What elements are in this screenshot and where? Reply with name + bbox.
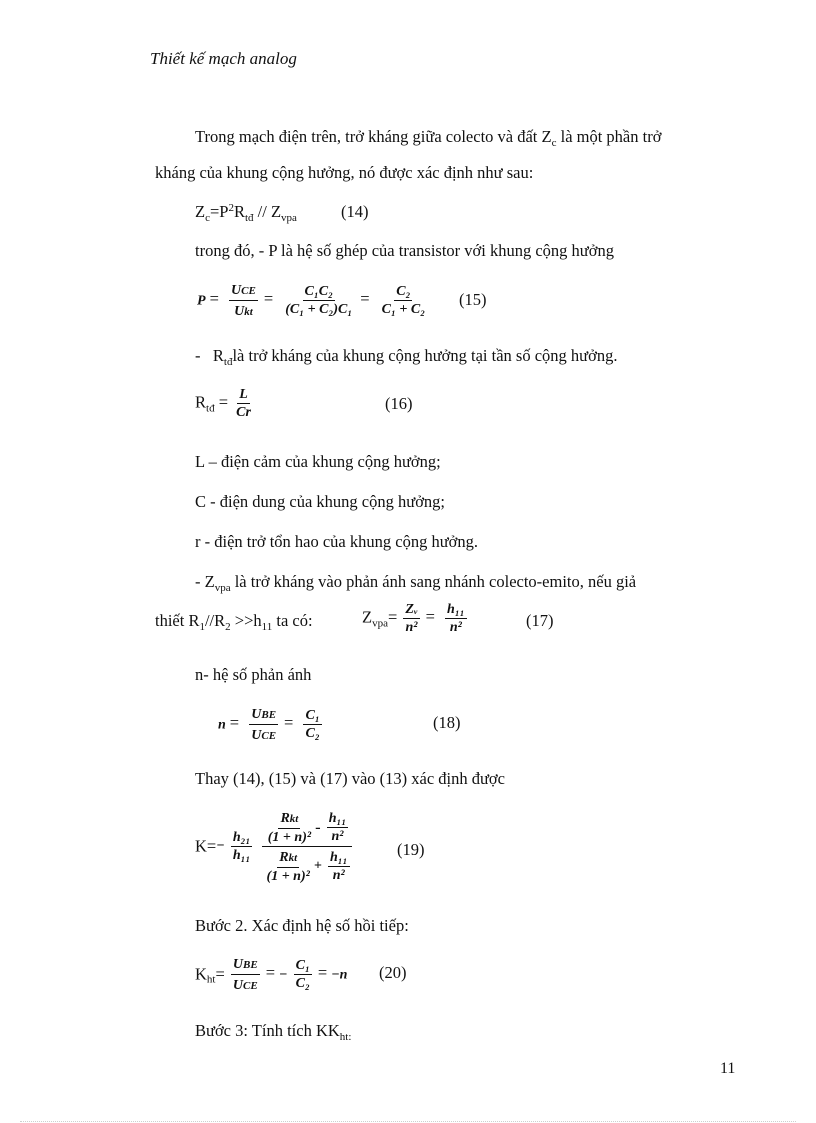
text-span: //R: [204, 611, 226, 630]
fraction-denominator: h₁₁: [232, 848, 251, 863]
subscript: ht: [206, 973, 216, 986]
fraction-numerator: h₁₁: [328, 810, 347, 826]
equals-sign: =: [263, 289, 274, 309]
fraction-numerator: C₂: [396, 284, 411, 299]
subscript: ht:: [339, 1031, 352, 1043]
symbol-n: n: [218, 717, 226, 733]
subscript: kt: [288, 852, 298, 864]
equation-19: [195, 808, 356, 885]
page-header-title: Thiết kế mạch analog: [150, 49, 297, 68]
text-span: ta có:: [272, 611, 313, 630]
equation-15: [197, 280, 429, 321]
equation-20-number: (20): [379, 963, 407, 982]
equation-18-number: (18): [433, 713, 461, 732]
symbol-r: R: [280, 811, 290, 826]
fraction-big: [261, 808, 354, 885]
text-span: // Z: [253, 202, 282, 221]
equals-sign: =: [425, 607, 435, 627]
equation-17: [362, 601, 469, 636]
paragraph-zvpa-line-1: [195, 572, 636, 592]
definition-c: C - điện dung của khung cộng hưởng;: [195, 492, 446, 511]
text-span: Trong mạch điện trên, trở kháng giữa colecto và đất Z: [195, 127, 552, 146]
symbol-u: U: [251, 707, 262, 722]
fraction-h11-over-n2: [328, 849, 350, 884]
fraction-c1-over-c2: [294, 957, 312, 992]
fraction-denominator: C₂: [295, 976, 310, 991]
text-span: R: [233, 202, 245, 221]
fraction-numerator: [249, 704, 278, 725]
text-span: -: [195, 346, 201, 365]
subscript: CE: [243, 980, 258, 992]
paragraph-buoc-2: Bước 2. Xác định hệ số hồi tiếp:: [195, 916, 409, 935]
text-span: R: [212, 346, 224, 365]
fraction-denominator: Cr: [236, 405, 251, 420]
symbol-u: U: [251, 728, 262, 743]
subscript: c: [551, 137, 557, 149]
fraction-numerator: [229, 280, 258, 301]
big-fraction-numerator: [262, 808, 352, 847]
subscript: vpa: [372, 617, 388, 630]
fraction-denominator: [231, 975, 260, 995]
definition-n: n- hệ số phản ánh: [195, 665, 312, 684]
equals-sign: =: [284, 713, 294, 733]
superscript: 2: [228, 202, 234, 214]
equals-sign: =: [214, 392, 229, 412]
fraction-numerator: Zᵥ: [405, 602, 418, 617]
minus-sign: −: [279, 967, 288, 983]
fraction-denominator: C₂: [305, 726, 320, 741]
fraction-c1c2: [283, 283, 354, 318]
equation-16-number: (16): [385, 394, 413, 413]
subscript: tđ: [206, 402, 215, 415]
text-span: là một phần trở: [556, 127, 662, 146]
text-span: - Z: [195, 572, 215, 591]
fraction-numerator: C₁: [305, 708, 320, 723]
paragraph-rtd: [195, 346, 617, 366]
equals-sign: =: [229, 713, 240, 733]
subscript: BE: [243, 959, 258, 971]
fraction-rkt-over-1pn2: [266, 808, 313, 846]
definition-l: L – điện cảm của khung cộng hưởng;: [195, 452, 441, 471]
paragraph-thay: Thay (14), (15) và (17) vào (13) xác định được: [195, 769, 505, 788]
equation-15-number: (15): [459, 290, 487, 309]
fraction-denominator: (C₁ + C₂)C₁: [285, 302, 353, 317]
fraction-denominator: n²: [332, 867, 345, 883]
fraction-ube-over-uce: [231, 954, 260, 995]
equation-16: [195, 386, 255, 421]
text-span: là trở kháng của khung cộng hưởng tại tần số cộng hưởng.: [232, 346, 618, 365]
subscript: CE: [261, 730, 277, 742]
paragraph-buoc-3: [195, 1021, 351, 1041]
equals-sign: =: [387, 607, 398, 627]
text-span: =P: [209, 202, 229, 221]
minus-sign: -: [315, 817, 321, 837]
fraction-denominator: (1 + n)²: [267, 830, 312, 845]
equals-sign: =: [265, 963, 276, 983]
subscript: BE: [261, 709, 277, 721]
fraction-h11-over-n2: [445, 601, 467, 636]
fraction-h21-over-h11: [231, 829, 253, 864]
fraction-u-ratio: [229, 280, 258, 321]
subscript: vpa: [281, 212, 297, 224]
paragraph-trong-do: trong đó, - P là hệ số ghép của transistor với khung cộng hưởng: [195, 241, 614, 260]
equals-sign: =: [215, 964, 225, 984]
fraction-l-over-cr: [234, 386, 253, 421]
fraction-numerator: [231, 954, 260, 975]
definition-r: r - điện trở tổn hao của khung cộng hưởng.: [195, 532, 478, 551]
subscript: tđ: [223, 356, 233, 368]
text-span: Z: [362, 607, 373, 627]
symbol-u: U: [231, 283, 242, 298]
subscript: vpa: [214, 582, 231, 594]
fraction-zv-over-n2: [403, 601, 419, 636]
fraction-denominator: C₁ + C₂: [381, 302, 426, 317]
equals-sign: =: [209, 289, 219, 309]
equation-14: [195, 202, 297, 222]
equation-19-number: (19): [397, 840, 425, 859]
fraction-numerator: h₁₁: [329, 849, 348, 865]
symbol-u: U: [234, 304, 245, 319]
fraction-numerator: [278, 808, 300, 829]
fraction-denominator: (1 + n)²: [266, 869, 310, 884]
paragraph-intro-line-1: [195, 127, 661, 147]
subscript: 11: [261, 621, 273, 633]
paragraph-zvpa-line-2: [155, 611, 313, 631]
fraction-c1-over-c2: [303, 707, 321, 742]
symbol-neg-n: −n: [331, 967, 348, 983]
symbol-k: K=: [195, 836, 217, 856]
text-span: >>h: [230, 611, 262, 630]
fraction-numerator: [277, 847, 299, 868]
plus-sign: +: [313, 858, 322, 874]
subscript: tđ: [244, 212, 254, 224]
symbol-p: P: [197, 293, 206, 309]
fraction-denominator: n²: [331, 828, 344, 844]
fraction-denominator: [249, 725, 278, 745]
equals-sign: =: [317, 963, 328, 983]
symbol-k: K: [195, 964, 207, 984]
subscript: kt: [289, 813, 299, 825]
subscript: CE: [241, 285, 256, 297]
minus-sign: −: [216, 838, 225, 854]
subscript: kt: [244, 306, 253, 318]
text-span: thiết R: [155, 611, 200, 630]
text-span: R: [195, 392, 207, 412]
text-span: là trở kháng vào phản ánh sang nhánh colecto-emito, nếu giả: [230, 572, 637, 591]
fraction-rkt-over-1pn2: [265, 847, 312, 885]
equals-sign: =: [360, 289, 370, 309]
fraction-ube-over-uce: [249, 704, 278, 745]
symbol-u: U: [232, 957, 244, 972]
fraction-h11-over-n2: [327, 810, 349, 845]
fraction-denominator: [232, 301, 255, 321]
fraction-numerator: C₁C₂: [304, 284, 333, 299]
page-number: 11: [720, 1060, 736, 1077]
fraction-c2: [380, 283, 427, 318]
equation-17-number: (17): [526, 611, 554, 630]
text-span: Bước 3: Tính tích KK: [195, 1021, 340, 1040]
equation-20: [195, 954, 347, 995]
text-span: Z: [195, 202, 206, 221]
big-fraction-denominator: [261, 847, 354, 885]
fraction-denominator: n²: [449, 620, 462, 635]
page-bottom-divider: [20, 1121, 796, 1122]
subscript: c: [205, 212, 210, 224]
subscript: 2: [225, 621, 231, 633]
equation-14-number: (14): [341, 202, 369, 221]
equation-18: [218, 704, 324, 745]
fraction-numerator: h₂₁: [232, 830, 251, 845]
fraction-numerator: C₁: [295, 958, 310, 973]
fraction-numerator: L: [239, 387, 248, 402]
fraction-denominator: n²: [405, 620, 418, 635]
subscript: 1: [199, 621, 205, 633]
symbol-u: U: [232, 978, 244, 993]
fraction-numerator: h₁₁: [447, 602, 465, 617]
symbol-r: R: [279, 850, 289, 865]
paragraph-intro-line-2: kháng của khung cộng hưởng, nó được xác định như sau:: [155, 163, 534, 182]
